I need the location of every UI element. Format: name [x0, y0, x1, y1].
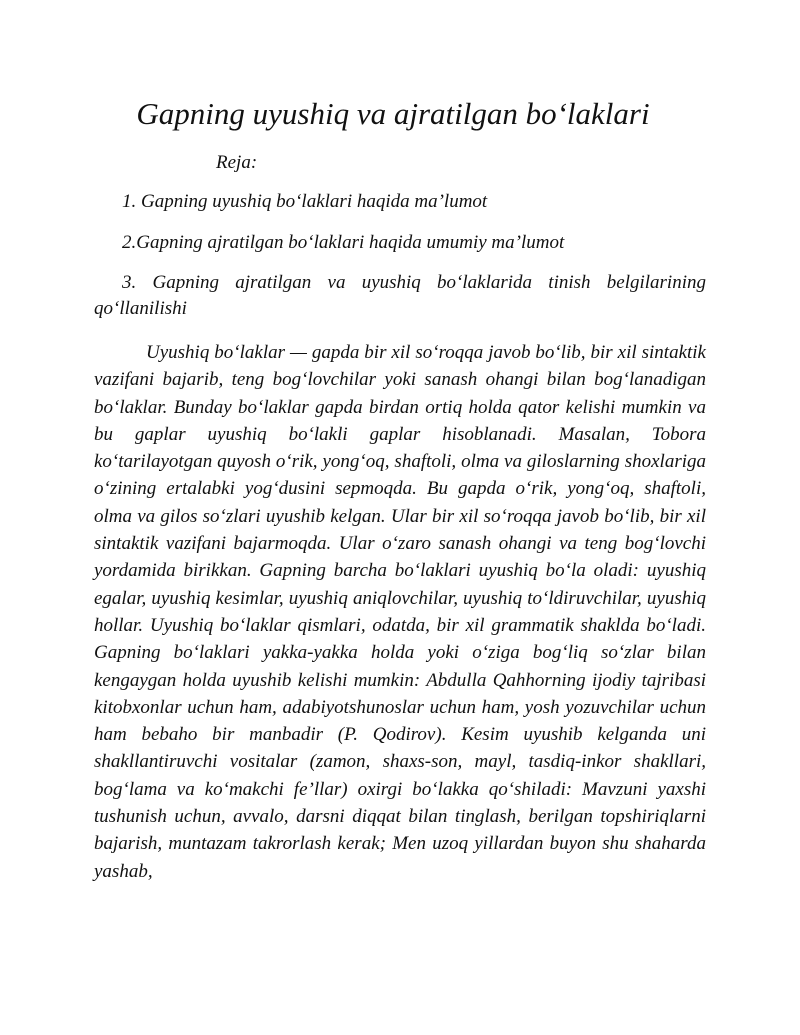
plan-item: 2.Gapning ajratilgan bo‘laklari haqida umumiy ma’lumot [122, 232, 565, 253]
body-paragraph: Uyushiq bo‘laklar — gapda bir xil so‘roqqa javob bo‘lib, bir xil sintaktik vazifani bajarib, teng bog‘lovchilar yoki sanash ohangi bilan bog‘lanadigan bo‘laklar. Bunday bo‘laklar gapda birdan ortiq holda qator kelishi mumkin va bu gaplar uyushiq bo‘lakli gaplar hisoblanadi. Masalan, Tobora ko‘tarilayotgan quyosh o‘rik, yong‘oq, shaftoli, olma va giloslarning shoxlariga o‘zining ertalabki yog‘dusini sepmoqda. Bu gapda o‘rik, yong‘oq, shaftoli, olma va gilos so‘zlari uyushib kelgan. Ular bir xil so‘roqqa javob bo‘lib, bir xil sintaktik vazifani bajarmoqda. Ular o‘zaro sanash ohangi va teng bog‘lovchi yordamida birikkan. Gapning barcha bo‘laklari uyushiq bo‘la oladi: uyushiq egalar, uyushiq kesimlar, uyushiq aniqlovchilar, uyushiq to‘ldiruvchilar, uyushiq hollar. Uyushiq bo‘laklar qismlari, odatda, bir xil grammatik shaklda bo‘ladi. Gapning bo‘laklari yakka-yakka holda yoki o‘ziga bog‘liq so‘zlar bilan kengaygan holda uyushib kelishi mumkin: Abdulla Qahhorning ijodiy tajribasi kitobxonlar uchun ham, adabiyotshunoslar uchun ham, yosh yozuvchilar uchun ham bebaho bir manbadir (P. Qodirov). Kesim uyushib kelganda uni shakllantiruvchi vositalar (zamon, shaxs-son, mayl, tasdiq-inkor shakllari, bog‘lama va ko‘makchi fe’llar) oxirgi bo‘lakka qo‘shiladi: Mavzuni yaxshi tushunish uchun, avvalo, darsni diqqat bilan tinglash, berilgan topshiriqlarni bajarish, muntazam takrorlash kerak; Men uzoq yillardan buyon shu shaharda yashab, [94, 342, 706, 882]
document-title: Gapning uyushiq va ajratilgan bo‘laklari [136, 96, 650, 131]
plan-item: 3. Gapning ajratilgan va uyushiq bo‘laklarida tinish belgilarining qo‘llanilishi [94, 272, 706, 319]
plan-heading: Reja: [216, 152, 258, 173]
plan-item: 1. Gapning uyushiq bo‘laklari haqida ma’lumot [122, 191, 488, 212]
